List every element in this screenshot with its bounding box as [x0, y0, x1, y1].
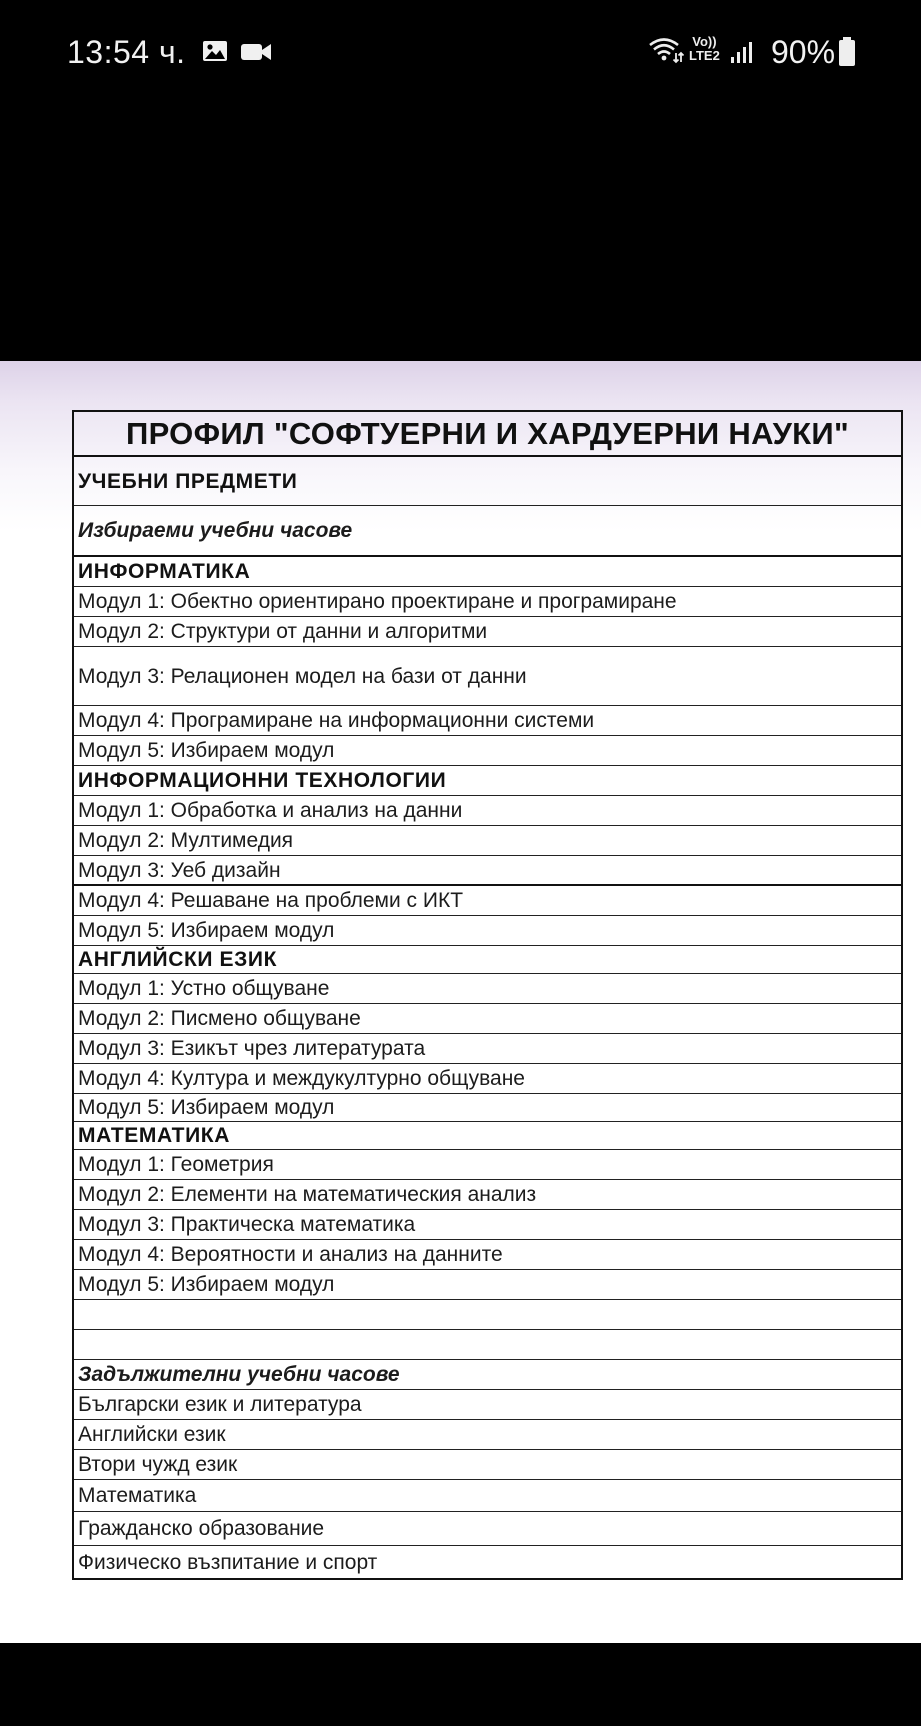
status-bar [0, 0, 921, 110]
module-row: Модул 1: Обработка и анализ на данни [74, 796, 901, 826]
module-row: Модул 4: Култура и междукултурно общуване [74, 1064, 901, 1094]
module-row: Модул 4: Решаване на проблеми с ИКТ [74, 886, 901, 916]
empty-row [74, 1330, 901, 1360]
module-row: Модул 2: Елементи на математическия анализ [74, 1180, 901, 1210]
module-row: Модул 2: Мултимедия [74, 826, 901, 856]
module-row: Модул 4: Програмиране на информационни системи [74, 706, 901, 736]
module-row: Модул 4: Вероятности и анализ на данните [74, 1240, 901, 1270]
section-informatics: ИНФОРМАТИКА [74, 557, 901, 587]
battery-icon [838, 37, 856, 67]
navigation-bar [0, 1643, 921, 1726]
video-icon [240, 42, 272, 62]
mandatory-subject-row: Физическо възпитание и спорт [78, 1550, 378, 1574]
curriculum-table [72, 410, 903, 1580]
wifi-icon [648, 36, 684, 64]
module-row: Модул 1: Геометрия [74, 1150, 901, 1180]
gallery-icon [202, 40, 228, 62]
module-row: Модул 5: Избираем модул [74, 1094, 901, 1122]
mandatory-subject-row: Български език и литература [74, 1390, 901, 1420]
profile-title: ПРОФИЛ "СОФТУЕРНИ И ХАРДУЕРНИ НАУКИ" [74, 412, 901, 457]
section-math: МАТЕМАТИКА [74, 1122, 901, 1150]
section-it: ИНФОРМАЦИОННИ ТЕХНОЛОГИИ [74, 766, 901, 796]
battery-percentage: 90% [771, 34, 836, 70]
elective-heading: Избираеми учебни часове [74, 506, 901, 557]
module-row: Модул 2: Писмено общуване [74, 1004, 901, 1034]
section-english: АНГЛИЙСКИ ЕЗИК [74, 946, 901, 974]
module-row: Модул 3: Практическа математика [74, 1210, 901, 1240]
mandatory-subject-row: Гражданско образование [74, 1512, 901, 1546]
subjects-header: УЧЕБНИ ПРЕДМЕТИ [74, 457, 901, 506]
module-row: Модул 3: Езикът чрез литературата [74, 1034, 901, 1064]
mandatory-heading: Задължителни учебни часове [74, 1360, 901, 1390]
volte-icon [689, 35, 720, 63]
empty-row [74, 1300, 901, 1330]
signal-icon [730, 40, 754, 64]
status-time: 13:54 ч. [67, 34, 186, 70]
volte-label: Vo)) LTE2 [689, 34, 720, 63]
mandatory-subject-row: Английски език [74, 1420, 901, 1450]
module-row: Модул 1: Устно общуване [74, 974, 901, 1004]
module-row: Модул 3: Уеб дизайн [74, 856, 901, 886]
module-row: Модул 1: Обектно ориентирано проектиране и програмиране [74, 587, 901, 617]
module-row: Модул 5: Избираем модул [74, 916, 901, 946]
mandatory-subject-row: Математика [74, 1480, 901, 1512]
module-row: Модул 5: Избираем модул [74, 1270, 901, 1300]
module-row: Модул 2: Структури от данни и алгоритми [74, 617, 901, 647]
module-row: Модул 3: Релационен модел на бази от данни [74, 647, 901, 706]
module-row: Модул 5: Избираем модул [74, 736, 901, 766]
mandatory-subject-row: Втори чужд език [74, 1450, 901, 1480]
